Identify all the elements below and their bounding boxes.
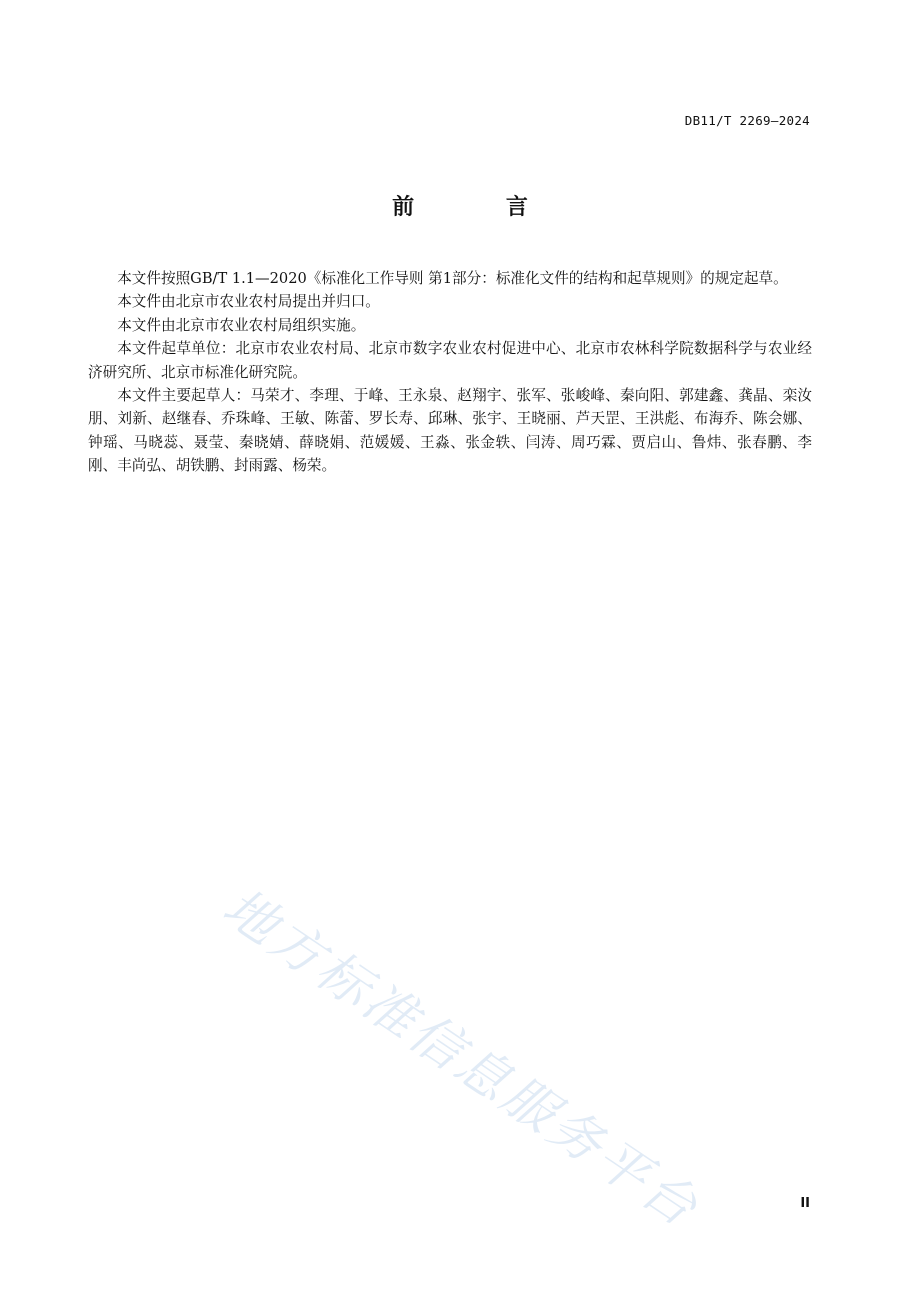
paragraph-implementer: 本文件由北京市农业农村局组织实施。 bbox=[117, 316, 366, 334]
document-body bbox=[88, 267, 812, 478]
document-code: DB11/T 2269—2024 bbox=[684, 113, 810, 128]
paragraph-proposer: 本文件由北京市农业农村局提出并归口。 bbox=[117, 293, 380, 311]
page-title: 前 言 bbox=[392, 195, 570, 220]
paragraph-drafters: 本文件主要起草人：马荣才、李理、于峰、王永泉、赵翔宇、张军、张峻峰、秦向阳、郭建鑫、龚晶、栾汝朋、刘新、赵继春、乔珠峰、王敏、陈蕾、罗长寿、邱琳、张宇、王晓丽、芦天罡、王洪彪、布海乔、陈会娜、钟瑶、马晓蕊、聂莹、秦晓婧、薛晓娟、范媛媛、王淼、张金轶、闫涛、周巧霖、贾启山、鲁炜、张春鹏、李刚、丰尚弘、胡铁鹏、封雨露、杨荣。 bbox=[88, 387, 812, 475]
page-number: II bbox=[800, 1196, 810, 1211]
watermark: 地方标准信息服务平台 bbox=[212, 877, 710, 1241]
paragraph-drafting-units: 本文件起草单位：北京市农业农村局、北京市数字农业农村促进中心、北京市农林科学院数据科学与农业经济研究所、北京市标准化研究院。 bbox=[88, 340, 812, 381]
paragraph-drafting-rules: 本文件按照GB/T 1.1—2020《标准化工作导则 第1部分：标准化文件的结构和起草规则》的规定起草。 bbox=[117, 270, 788, 287]
